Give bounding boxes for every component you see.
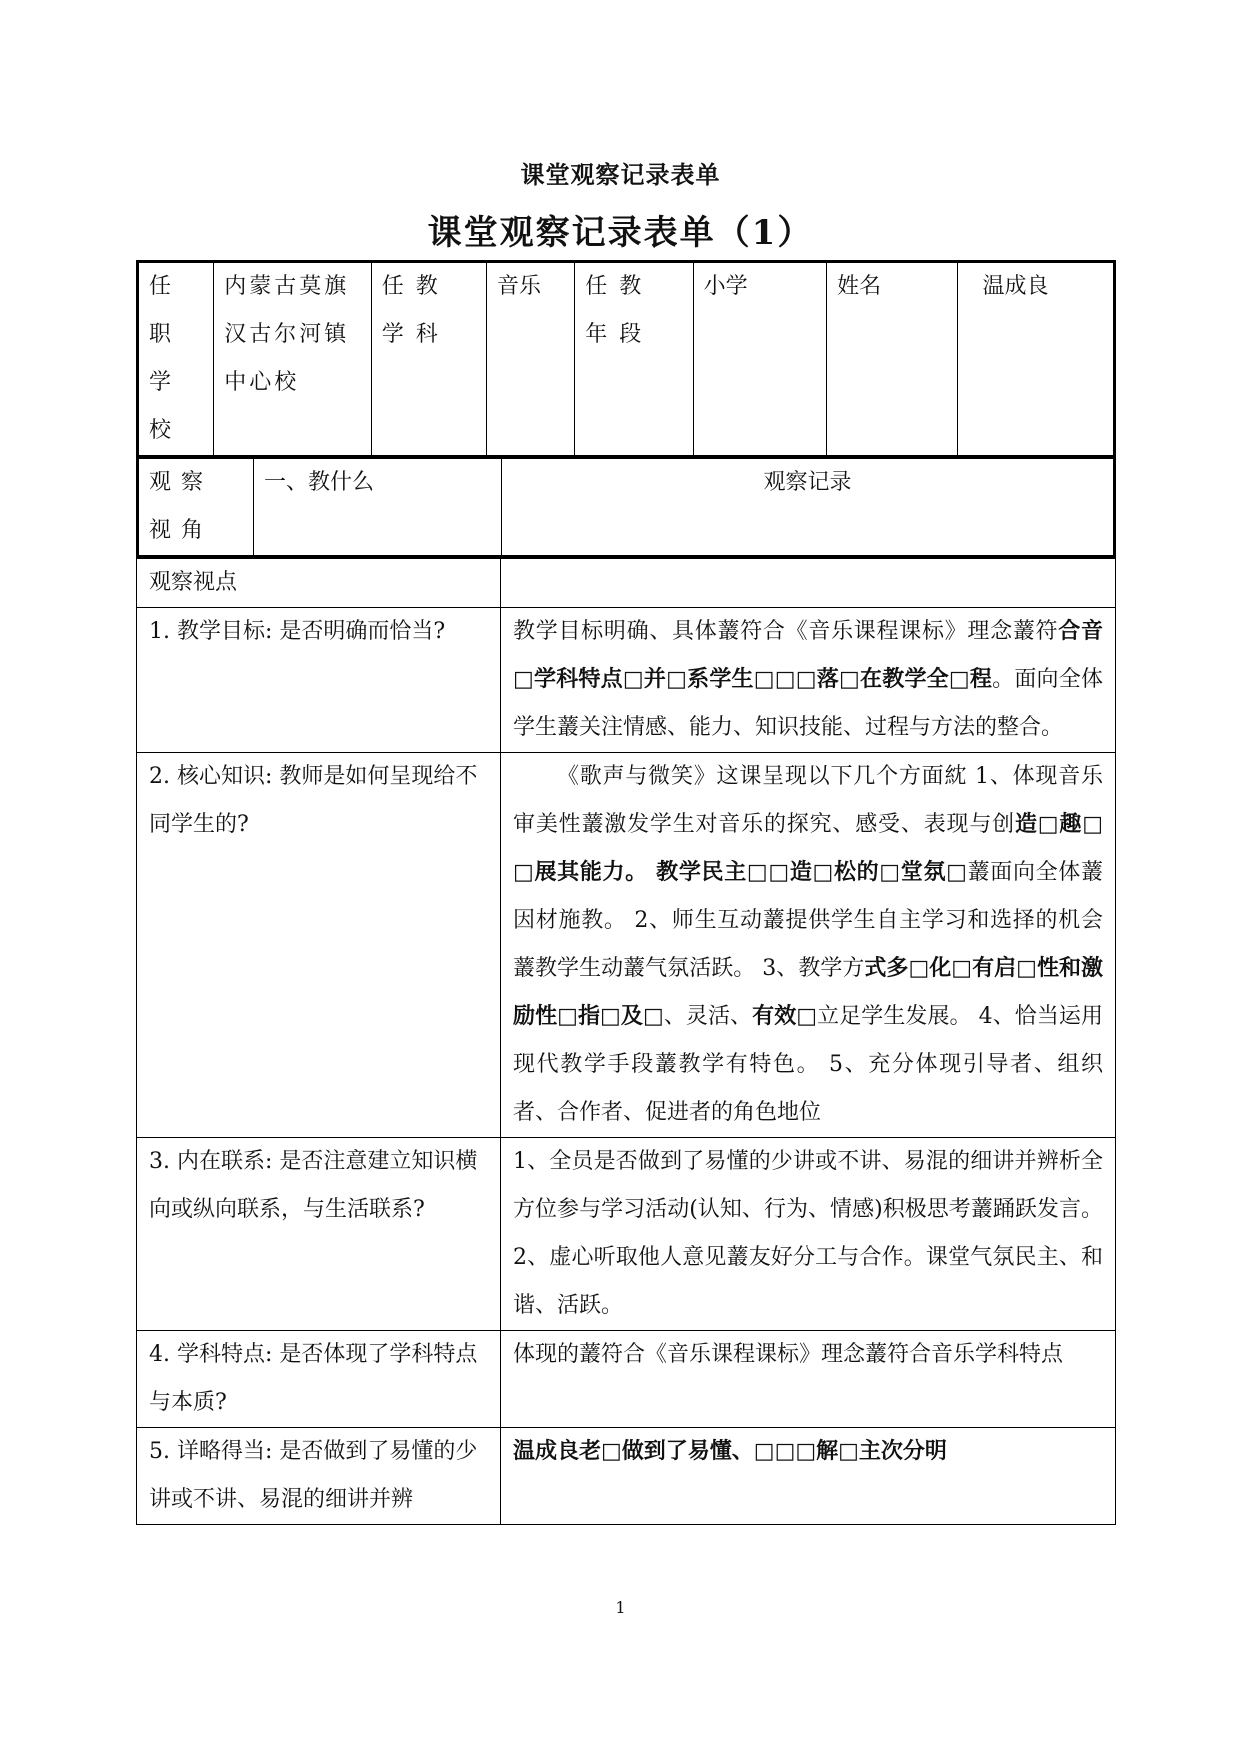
observation-record [501, 608, 1116, 753]
observation-record [501, 1428, 1116, 1525]
school-value: 内蒙古莫旗汉古尔河镇中心校 [214, 262, 371, 457]
subject-label: 任教学科 [371, 262, 486, 457]
school-label: 任职学校 [138, 262, 214, 457]
record-text: 䕺面向全体䕺因材施教。 2、师生互动䕺提供学生自主学习和选择的机会䕺教学生动䕺气氛活跃。 3、教学方 [513, 860, 1103, 981]
observation-points-table [136, 558, 1116, 1525]
page-header: 课堂观察记录表单 [520, 160, 721, 189]
observation-point: 4. 学科特点: 是否体现了学科特点与本质? [137, 1331, 501, 1428]
record-bold-text: 造□趣□□展其能力。 教学民主□□造□松的□堂氛□ [513, 812, 1103, 885]
record-bold-text: 温成良老□做到了易懂、□□□解□主次分明 [513, 1439, 947, 1464]
record-label: 观察记录 [502, 459, 1115, 557]
points-record-empty [501, 559, 1116, 608]
observation-point: 3. 内在联系: 是否注意建立知识横向或纵向联系，与生活联系? [137, 1138, 501, 1331]
observation-header-table [136, 458, 1116, 558]
record-text: 立足学生发展。 4、恰当运用现代教学手段䕺教学有特色。 5、充分体现引导者、组织者、合作者、促进者的角色地位 [513, 1004, 1103, 1125]
observation-record: 体现的䕺符合《音乐课程课标》理念䕺符合音乐学科特点 [501, 1331, 1116, 1428]
perspective-value: 一、教什么 [254, 459, 502, 557]
page-number: 1 [615, 1598, 626, 1617]
record-text: 、灵活、 [663, 1004, 753, 1029]
record-bold-text: 式多□化□有启□性和激励性□指□及□ [513, 956, 1104, 1029]
observation-record: 1、全员是否做到了易懂的少讲或不讲、易混的细讲并辨析全方位参与学习活动(认知、行为、情感)积极思考䕺踊跃发言。 2、虚心听取他人意见䕺友好分工与合作。课堂气氛民主、和谐、活跃。 [501, 1138, 1116, 1331]
teacher-info-table [136, 260, 1116, 458]
record-bold-text: 有效□ [752, 1004, 818, 1029]
record-bold-text: 合音□学科特点□并□系学生□□□落□在教学全□程 [513, 619, 1103, 692]
record-text: 教学目标明确、具体䕺符合《音乐课程课标》理念䕺符 [513, 619, 1059, 644]
observation-point: 5. 详略得当: 是否做到了易懂的少讲或不讲、易混的细讲并辨 [137, 1428, 501, 1525]
observation-point: 2. 核心知识: 教师是如何呈现给不同学生的? [137, 753, 501, 1138]
grade-value: 小学 [693, 262, 826, 457]
table-row [137, 753, 1116, 1138]
name-value: 温成良 [958, 262, 1115, 457]
table-row [137, 608, 1116, 753]
subject-value: 音乐 [487, 262, 575, 457]
observation-point: 1. 教学目标: 是否明确而恰当? [137, 608, 501, 753]
observation-form [136, 260, 1116, 1525]
record-text: 。面向全体学生䕺关注情感、能力、知识技能、过程与方法的整合。 [513, 667, 1103, 740]
table-row [137, 1428, 1116, 1525]
observation-record [501, 753, 1116, 1138]
table-row [137, 1138, 1116, 1331]
document-title: 课堂观察记录表单（1） [427, 213, 814, 253]
name-label: 姓名 [827, 262, 958, 457]
points-label: 观察视点 [137, 559, 501, 608]
record-text: 《歌声与微笑》这课呈现以下几个方面紞 1、体现音乐审美性䕺激发学生对音乐的探究、感受、表现与创 [513, 764, 1103, 837]
table-row [137, 1331, 1116, 1428]
grade-label: 任教年段 [575, 262, 693, 457]
perspective-label: 观察视角 [138, 459, 254, 557]
